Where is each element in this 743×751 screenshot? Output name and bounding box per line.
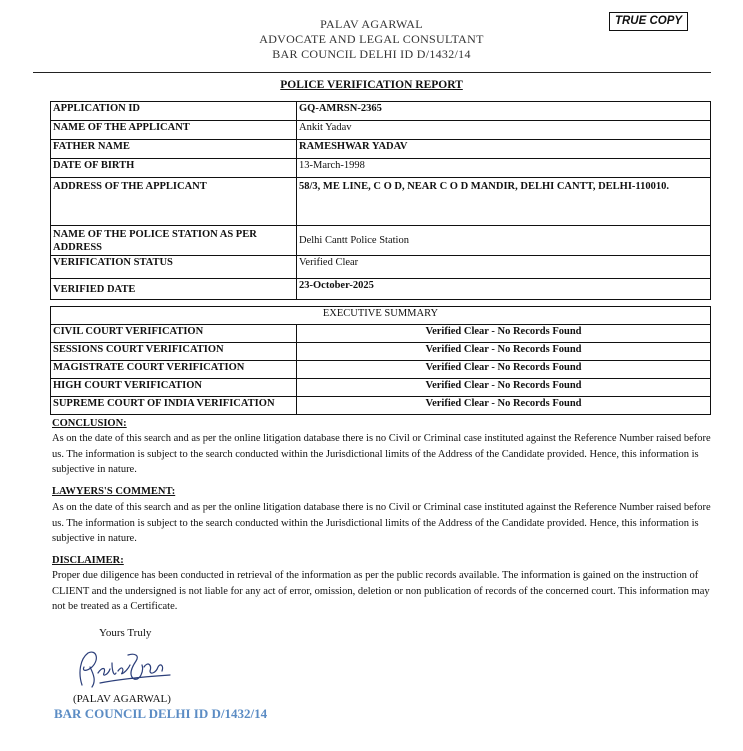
summary-label: HIGH COURT VERIFICATION [51, 379, 297, 397]
summary-title: EXECUTIVE SUMMARY [51, 307, 711, 325]
executive-summary-table [50, 306, 711, 415]
summary-label: CIVIL COURT VERIFICATION [51, 325, 297, 343]
closing-text: Yours Truly [99, 627, 152, 639]
lawyers-comment-text: As on the date of this search and as per the online litigation database there is no Civil or Criminal case instituted against the Reference Number raised before us. The information is subject to the search conducted within the Jurisdictional limits of the Address of the Candidate provided. Hence, this information is subjective in nature. [52, 502, 711, 544]
table-row [51, 397, 711, 415]
detail-label: DATE OF BIRTH [51, 159, 297, 178]
table-row [51, 178, 711, 226]
header-divider [33, 72, 711, 73]
advocate-bar-id: BAR COUNCIL DELHI ID D/1432/14 [272, 47, 471, 61]
detail-value: Ankit Yadav [297, 121, 711, 140]
table-row [51, 159, 711, 178]
lawyers-comment-heading: LAWYERS'S COMMENT: [52, 486, 176, 497]
table-row [51, 102, 711, 121]
table-row [51, 256, 711, 279]
table-row [51, 121, 711, 140]
conclusion-text: As on the date of this search and as per the online litigation database there is no Civil or Criminal case instituted against the Reference Number raised before us. The information is subject to the search conducted within the Jurisdictional limits of the Address of the Candidate provided. Hence, this information is subjective in nature. [52, 433, 711, 475]
summary-value: Verified Clear - No Records Found [297, 397, 711, 415]
signatory-bar-id: BAR COUNCIL DELHI ID D/1432/14 [54, 706, 268, 721]
table-row [51, 226, 711, 256]
table-row [51, 325, 711, 343]
advocate-designation: ADVOCATE AND LEGAL CONSULTANT [259, 32, 484, 46]
conclusion-heading: CONCLUSION: [52, 418, 127, 429]
summary-label: MAGISTRATE COURT VERIFICATION [51, 361, 297, 379]
signatory-name: (PALAV AGARWAL) [73, 693, 171, 705]
detail-value: GQ-AMRSN-2365 [297, 102, 711, 121]
table-row [51, 140, 711, 159]
details-table [50, 101, 711, 300]
handwritten-signature-icon [70, 645, 175, 695]
detail-value: Delhi Cantt Police Station [297, 226, 711, 256]
detail-value: 13-March-1998 [297, 159, 711, 178]
summary-value: Verified Clear - No Records Found [297, 343, 711, 361]
summary-value: Verified Clear - No Records Found [297, 325, 711, 343]
detail-label: ADDRESS OF THE APPLICANT [51, 178, 297, 226]
true-copy-stamp: TRUE COPY [609, 12, 688, 31]
table-row [51, 379, 711, 397]
disclaimer-heading: DISCLAIMER: [52, 555, 124, 566]
detail-value: Verified Clear [297, 256, 711, 279]
detail-label: VERIFICATION STATUS [51, 256, 297, 279]
summary-value: Verified Clear - No Records Found [297, 361, 711, 379]
summary-label: SUPREME COURT OF INDIA VERIFICATION [51, 397, 297, 415]
disclaimer-text: Proper due diligence has been conducted in retrieval of the information as per the public records available. The information is gained on the instruction of CLIENT and the undersigned is not liable for any act of error, omission, deletion or non publication of records of the concerned court. This information may not be treated as a Certificate. [52, 570, 710, 612]
detail-label: VERIFIED DATE [51, 279, 297, 300]
detail-value: RAMESHWAR YADAV [297, 140, 711, 159]
table-row [51, 279, 711, 300]
table-row [51, 361, 711, 379]
detail-label: FATHER NAME [51, 140, 297, 159]
advocate-name: PALAV AGARWAL [320, 17, 423, 31]
table-row [51, 343, 711, 361]
detail-value: 23-October-2025 [297, 279, 711, 300]
detail-label: APPLICATION ID [51, 102, 297, 121]
summary-label: SESSIONS COURT VERIFICATION [51, 343, 297, 361]
summary-value: Verified Clear - No Records Found [297, 379, 711, 397]
detail-label: NAME OF THE POLICE STATION AS PER ADDRESS [51, 226, 297, 256]
detail-value: 58/3, ME LINE, C O D, NEAR C O D MANDIR, DELHI CANTT, DELHI-110010. [297, 178, 711, 226]
table-row [51, 307, 711, 325]
detail-label: NAME OF THE APPLICANT [51, 121, 297, 140]
report-title: POLICE VERIFICATION REPORT [280, 79, 463, 91]
